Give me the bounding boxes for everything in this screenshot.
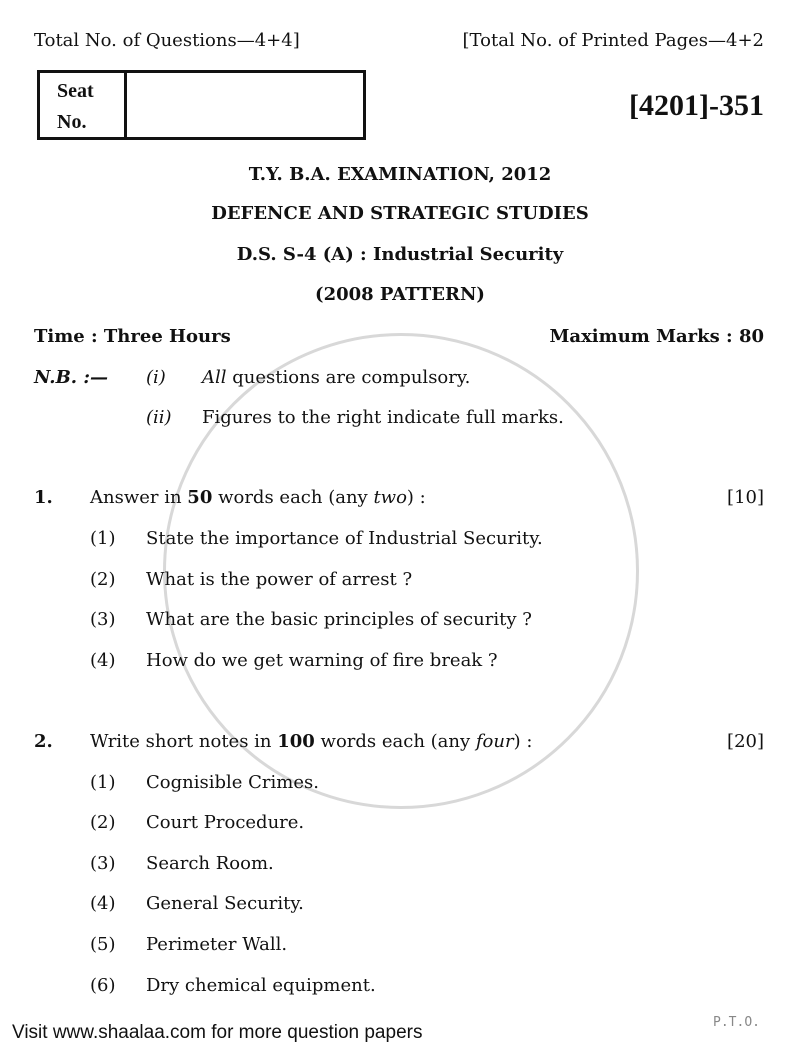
item-text: Cognisible Crimes. — [146, 772, 319, 793]
no-label: No. — [57, 111, 87, 133]
item-number: (5) — [90, 934, 116, 955]
item-number: (2) — [90, 812, 116, 833]
item-text: General Security. — [146, 893, 304, 914]
nb-item — [202, 367, 470, 389]
max-marks: Maximum Marks : 80 — [549, 326, 764, 347]
question-marks: [20] — [727, 731, 764, 752]
total-questions: Total No. of Questions—4+4] — [34, 30, 300, 51]
item-text: What is the power of arrest ? — [146, 569, 413, 590]
nb-text: Figures to the right indicate full marks. — [202, 407, 564, 428]
question-choice: four — [475, 731, 514, 752]
item-text: What are the basic principles of security ? — [146, 609, 532, 630]
item-text: Search Room. — [146, 853, 274, 874]
nb-lead: All — [202, 367, 227, 388]
total-pages: [Total No. of Printed Pages—4+2 — [462, 30, 764, 51]
question-number: 2. — [34, 731, 53, 752]
question-text-part: ) : — [513, 731, 533, 752]
question-text-part: Answer in — [90, 487, 188, 508]
nb-label: N.B. :— — [34, 367, 108, 388]
question-text-part: Write short notes in — [90, 731, 278, 752]
item-text: Court Procedure. — [146, 812, 305, 833]
nb-text: questions are compulsory. — [226, 367, 471, 388]
exam-title: T.Y. B.A. EXAMINATION, 2012 — [248, 164, 552, 185]
pattern: (2008 PATTERN) — [315, 284, 485, 305]
question-text — [90, 487, 426, 509]
paper-title: D.S. S-4 (A) : Industrial Security — [236, 244, 564, 265]
item-text: Perimeter Wall. — [146, 934, 288, 955]
item-number: (6) — [90, 975, 116, 996]
seat-label: Seat — [57, 80, 94, 102]
item-number: (2) — [90, 569, 116, 590]
question-text — [90, 731, 532, 753]
seat-number-box — [37, 70, 366, 140]
subject-title: DEFENCE AND STRATEGIC STUDIES — [211, 203, 589, 224]
item-number: (1) — [90, 528, 116, 549]
time: Time : Three Hours — [34, 326, 231, 347]
paper-code: [4201]-351 — [629, 89, 764, 122]
nb-num: (i) — [146, 367, 166, 388]
nb-num: (ii) — [146, 407, 172, 428]
item-text: State the importance of Industrial Security. — [146, 528, 543, 549]
question-word-count: 100 — [277, 731, 315, 752]
question-text-part: words each (any — [212, 487, 374, 508]
item-text: How do we get warning of fire break ? — [146, 650, 498, 671]
item-number: (4) — [90, 650, 116, 671]
question-marks: [10] — [727, 487, 764, 508]
pto: P.T.O. — [713, 1015, 760, 1030]
item-number: (1) — [90, 772, 116, 793]
question-number: 1. — [34, 487, 53, 508]
item-number: (4) — [90, 893, 116, 914]
question-text-part: ) : — [406, 487, 426, 508]
question-text-part: words each (any — [314, 731, 476, 752]
question-word-count: 50 — [187, 487, 213, 508]
item-number: (3) — [90, 853, 116, 874]
footer-visit-link[interactable]: Visit www.shaalaa.com for more question papers — [12, 1022, 423, 1043]
question-choice: two — [373, 487, 407, 508]
item-number: (3) — [90, 609, 116, 630]
item-text: Dry chemical equipment. — [146, 975, 376, 996]
